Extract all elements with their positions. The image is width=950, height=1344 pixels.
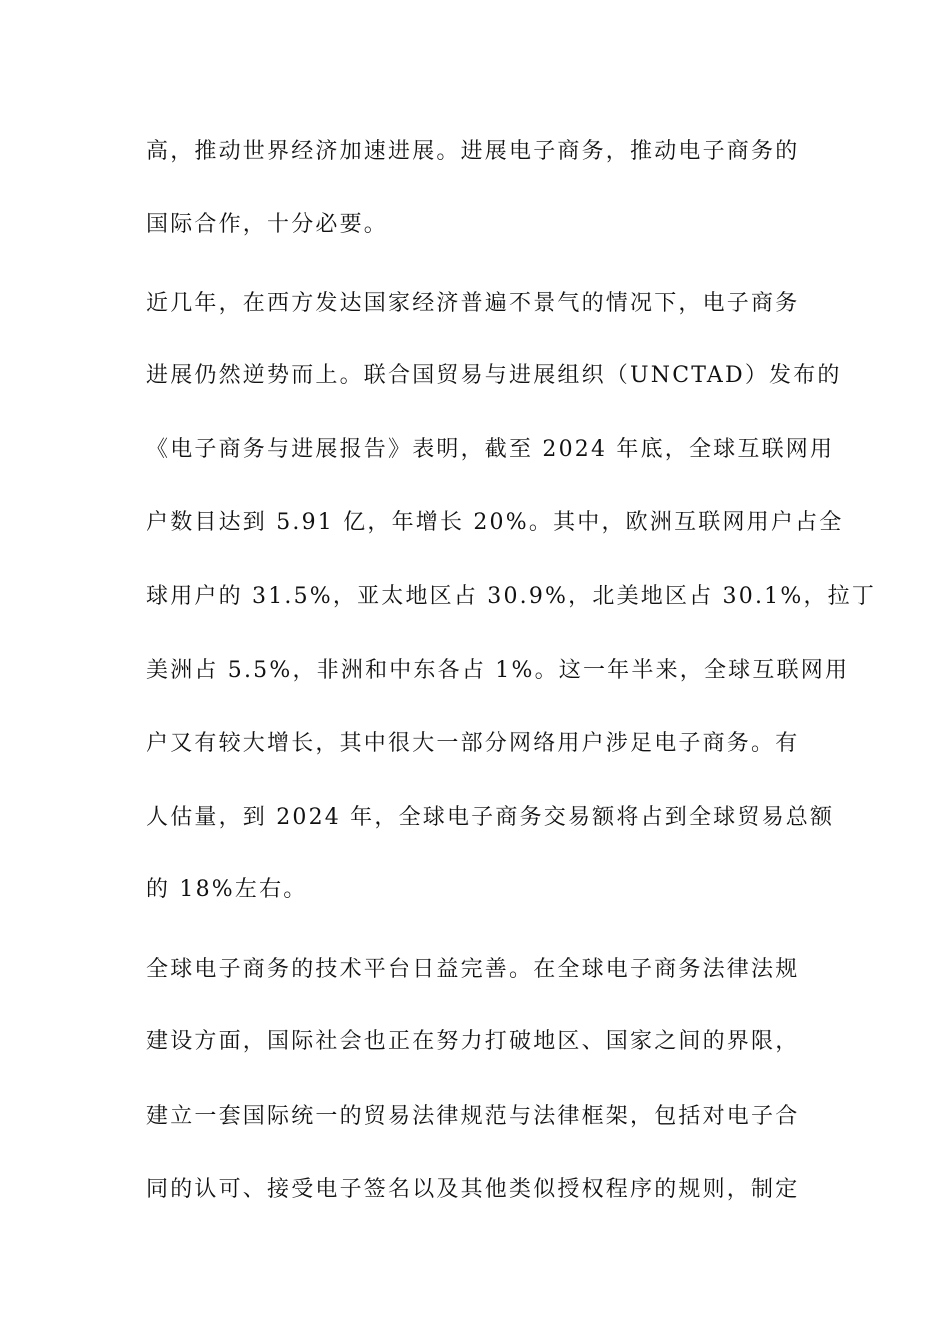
text-line: 户又有较大增长，其中很大一部分网络用户涉足电子商务。有	[146, 731, 800, 756]
text-line: 的 18%左右。	[146, 877, 308, 902]
text-line: 进展仍然逆势而上。联合国贸易与进展组织（UNCTAD）发布的	[146, 363, 842, 388]
text-line: 建设方面，国际社会也正在努力打破地区、国家之间的界限，	[146, 1029, 800, 1054]
text-line: 球用户的 31.5%，亚太地区占 30.9%，北美地区占 30.1%，拉丁	[146, 584, 877, 609]
text-line: 高，推动世界经济加速进展。进展电子商务，推动电子商务的	[146, 139, 800, 164]
text-line: 国际合作，十分必要。	[146, 212, 389, 237]
text-line: 近几年，在西方发达国家经济普遍不景气的情况下，电子商务	[146, 291, 800, 316]
text-line: 人估量，到 2024 年，全球电子商务交易额将占到全球贸易总额	[146, 805, 835, 830]
text-line: 《电子商务与进展报告》表明，截至 2024 年底，全球互联网用	[146, 437, 835, 462]
text-line: 全球电子商务的技术平台日益完善。在全球电子商务法律法规	[146, 957, 800, 982]
text-line: 建立一套国际统一的贸易法律规范与法律框架，包括对电子合	[146, 1104, 800, 1129]
text-line: 美洲占 5.5%，非洲和中东各占 1%。这一年半来，全球互联网用	[146, 658, 850, 683]
text-line: 户数目达到 5.91 亿，年增长 20%。其中，欧洲互联网用户占全	[146, 510, 844, 535]
text-line: 同的认可、接受电子签名以及其他类似授权程序的规则，制定	[146, 1177, 800, 1202]
